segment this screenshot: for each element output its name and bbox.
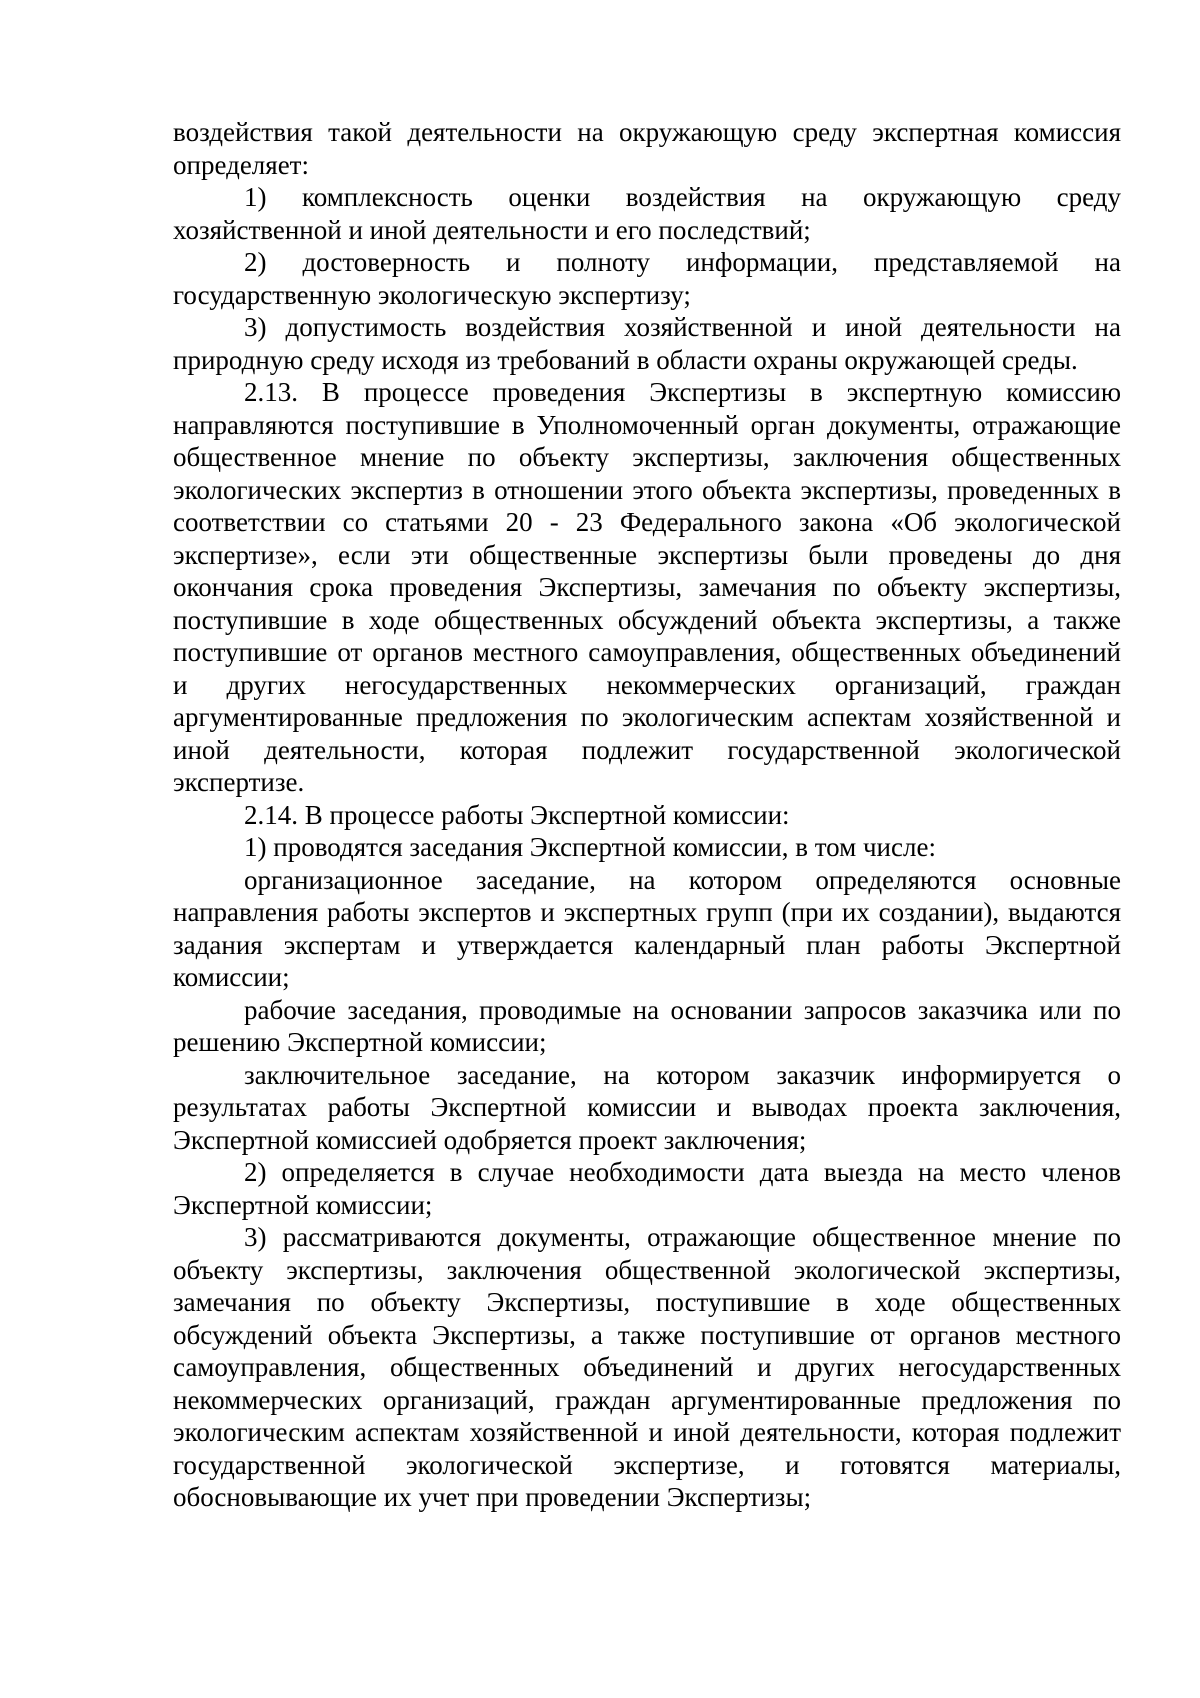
paragraph-item-1: 1) комплексность оценки воздействия на окружающую среду хозяйственной и иной деятельности и его последствий;	[173, 182, 1121, 245]
paragraph-continuation: воздействия такой деятельности на окружающую среду экспертная комиссия определяет:	[173, 117, 1121, 180]
paragraph-section-2-14-item-2: 2) определяется в случае необходимости дата выезда на место членов Экспертной комиссии;	[173, 1157, 1121, 1220]
paragraph-section-2-13: 2.13. В процессе проведения Экспертизы в экспертную комиссию направляются поступившие в Уполномоченный орган документы, отражающие общественное мнение по объекту экспертизы, заключения общественных экологических экспертиз в отношении этого объекта экспертизы, проведенных в соответствии со статьями 20 - 23 Федерального закона «Об экологической экспертизе», если эти общественные экспертизы были проведены до дня окончания срока проведения Экспертизы, замечания по объекту экспертизы, поступившие в ходе общественных обсуждений объекта экспертизы, а также поступившие от органов местного самоуправления, общественных объединений и других негосударственных некоммерческих организаций, граждан аргументированные предложения по экологическим аспектам хозяйственной и иной деятельности, которая подлежит государственной экологической экспертизе.	[173, 377, 1121, 797]
paragraph-working-meetings: рабочие заседания, проводимые на основании запросов заказчика или по решению Экспертной комиссии;	[173, 994, 1121, 1057]
paragraph-final-meeting: заключительное заседание, на котором заказчик информируется о результатах работы Экспертной комиссии и выводах проекта заключения, Экспертной комиссией одобряется проект заключения;	[173, 1059, 1121, 1155]
paragraph-section-2-14-item-1: 1) проводятся заседания Экспертной комиссии, в том числе:	[244, 832, 936, 862]
paragraph-organizational-meeting: организационное заседание, на котором определяются основные направления работы экспертов и экспертных групп (при их создании), выдаются задания экспертам и утверждается календарный план работы Экспертной комиссии;	[173, 864, 1121, 992]
paragraph-item-3: 3) допустимость воздействия хозяйственной и иной деятельности на природную среду исходя из требований в области охраны окружающей среды.	[173, 312, 1121, 375]
paragraph-section-2-14-item-3: 3) рассматриваются документы, отражающие общественное мнение по объекту экспертизы, заключения общественной экологической экспертизы, замечания по объекту Экспертизы, поступившие в ходе общественных обсуждений объекта Экспертизы, а также поступившие от органов местного самоуправления, общественных объединений и других негосударственных некоммерческих организаций, граждан аргументированные предложения по экологическим аспектам хозяйственной и иной деятельности, которая подлежит государственной экологической экспертизе, и готовятся материалы, обосновывающие их учет при проведении Экспертизы;	[173, 1222, 1121, 1512]
document-body	[173, 116, 1121, 1514]
paragraph-item-2: 2) достоверность и полноту информации, представляемой на государственную экологическую экспертизу;	[173, 247, 1121, 310]
paragraph-section-2-14: 2.14. В процессе работы Экспертной комиссии:	[244, 799, 790, 830]
